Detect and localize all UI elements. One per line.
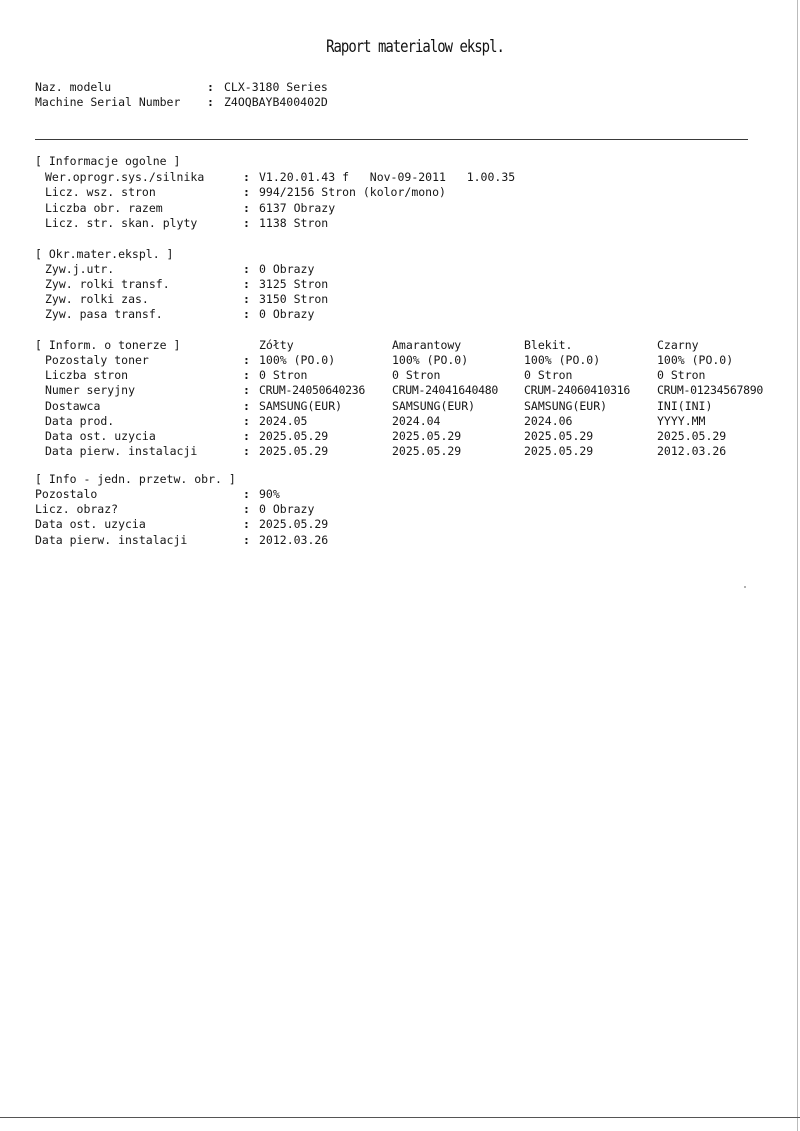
- toner-row-label: Pozostaly toner: [45, 353, 149, 367]
- toner-column-header: Czarny: [657, 338, 699, 352]
- imaging-unit-label: Data pierw. instalacji: [35, 533, 188, 547]
- toner-cell: CRUM-01234567890: [657, 383, 763, 397]
- consumables-label: Zyw. pasa transf.: [45, 307, 163, 321]
- toner-cell: 2025.05.29: [524, 429, 594, 443]
- general-label: Licz. wsz. stron: [45, 185, 156, 199]
- toner-cell: SAMSUNG(EUR): [392, 399, 476, 413]
- general-value: V1.20.01.43 f Nov-09-2011 1.00.35: [259, 170, 516, 184]
- consumables-value: 0 Obrazy: [259, 262, 315, 276]
- model-colon: :: [207, 80, 214, 94]
- general-colon: :: [243, 201, 250, 215]
- toner-cell: 2025.05.29: [392, 429, 462, 443]
- imaging-unit-colon: :: [243, 517, 250, 531]
- general-value: 1138 Stron: [259, 216, 329, 230]
- toner-cell: CRUM-24050640236: [259, 383, 365, 397]
- toner-cell: SAMSUNG(EUR): [259, 399, 343, 413]
- toner-colon: :: [243, 414, 250, 428]
- imaging-unit-label: Licz. obraz?: [35, 502, 119, 516]
- toner-cell: 0 Stron: [524, 368, 573, 382]
- consumables-value: 0 Obrazy: [259, 307, 315, 321]
- toner-cell: 2025.05.29: [657, 429, 727, 443]
- imaging-unit-colon: :: [243, 502, 250, 516]
- model-label: Naz. modelu: [35, 80, 112, 94]
- toner-column-header: Amarantowy: [392, 338, 462, 352]
- toner-colon: :: [243, 444, 250, 458]
- imaging-unit-label: Pozostalo: [35, 487, 98, 501]
- general-value: 6137 Obrazy: [259, 201, 336, 215]
- toner-colon: :: [243, 429, 250, 443]
- toner-colon: :: [243, 353, 250, 367]
- consumables-heading: [ Okr.mater.ekspl. ]: [35, 247, 174, 261]
- general-label: Licz. str. skan. plyty: [45, 216, 198, 230]
- consumables-colon: :: [243, 262, 250, 276]
- toner-cell: 100% (PO.0): [259, 353, 336, 367]
- toner-colon: :: [243, 399, 250, 413]
- toner-cell: YYYY.MM: [657, 414, 706, 428]
- imaging-unit-label: Data ost. uzycia: [35, 517, 146, 531]
- toner-cell: 2024.05: [259, 414, 308, 428]
- toner-row-label: Liczba stron: [45, 368, 129, 382]
- general-label: Liczba obr. razem: [45, 201, 163, 215]
- toner-cell: 2024.04: [392, 414, 441, 428]
- imaging-unit-heading: [ Info - jedn. przetw. obr. ]: [35, 472, 236, 486]
- report-title: Raport materialow ekspl.: [326, 37, 504, 57]
- toner-cell: CRUM-24060410316: [524, 383, 630, 397]
- general-colon: :: [243, 170, 250, 184]
- general-label: Wer.oprogr.sys./silnika: [45, 170, 205, 184]
- consumables-label: Zyw. rolki zas.: [45, 292, 149, 306]
- general-colon: :: [243, 216, 250, 230]
- consumables-colon: :: [243, 307, 250, 321]
- toner-cell: 2025.05.29: [259, 444, 329, 458]
- imaging-unit-value: 2025.05.29: [259, 517, 329, 531]
- header-divider: [35, 139, 748, 140]
- consumables-colon: :: [243, 277, 250, 291]
- scan-speck: [744, 586, 746, 588]
- toner-row-label: Data pierw. instalacji: [45, 444, 198, 458]
- toner-cell: 0 Stron: [392, 368, 441, 382]
- toner-row-label: Data prod.: [45, 414, 115, 428]
- imaging-unit-value: 0 Obrazy: [259, 502, 315, 516]
- toner-heading: [ Inform. o tonerze ]: [35, 338, 181, 352]
- serial-colon: :: [207, 95, 214, 109]
- toner-cell: 2025.05.29: [392, 444, 462, 458]
- general-heading: [ Informacje ogolne ]: [35, 154, 181, 168]
- scan-edge-right: [797, 0, 798, 1131]
- general-value: 994/2156 Stron (kolor/mono): [259, 185, 446, 199]
- toner-row-label: Data ost. uzycia: [45, 429, 156, 443]
- scan-edge-bottom: [0, 1117, 800, 1118]
- serial-value: Z4OQBAYB400402D: [224, 95, 328, 109]
- toner-cell: 2012.03.26: [657, 444, 727, 458]
- toner-colon: :: [243, 383, 250, 397]
- toner-column-header: Blekit.: [524, 338, 573, 352]
- toner-column-header: Zółty: [259, 338, 294, 352]
- toner-cell: 2025.05.29: [524, 444, 594, 458]
- toner-cell: 2025.05.29: [259, 429, 329, 443]
- toner-cell: SAMSUNG(EUR): [524, 399, 608, 413]
- toner-row-label: Numer seryjny: [45, 383, 136, 397]
- consumables-value: 3150 Stron: [259, 292, 329, 306]
- toner-row-label: Dostawca: [45, 399, 101, 413]
- general-colon: :: [243, 185, 250, 199]
- toner-cell: 0 Stron: [259, 368, 308, 382]
- consumables-label: Zyw. rolki transf.: [45, 277, 170, 291]
- toner-cell: 100% (PO.0): [392, 353, 469, 367]
- imaging-unit-value: 2012.03.26: [259, 533, 329, 547]
- toner-cell: 2024.06: [524, 414, 573, 428]
- toner-cell: CRUM-24041640480: [392, 383, 498, 397]
- imaging-unit-value: 90%: [259, 487, 280, 501]
- consumables-value: 3125 Stron: [259, 277, 329, 291]
- serial-label: Machine Serial Number: [35, 95, 181, 109]
- toner-cell: 100% (PO.0): [657, 353, 734, 367]
- toner-cell: 0 Stron: [657, 368, 706, 382]
- imaging-unit-colon: :: [243, 487, 250, 501]
- model-value: CLX-3180 Series: [224, 80, 328, 94]
- imaging-unit-colon: :: [243, 533, 250, 547]
- consumables-colon: :: [243, 292, 250, 306]
- toner-cell: INI(INI): [657, 399, 713, 413]
- toner-cell: 100% (PO.0): [524, 353, 601, 367]
- toner-colon: :: [243, 368, 250, 382]
- consumables-label: Zyw.j.utr.: [45, 262, 115, 276]
